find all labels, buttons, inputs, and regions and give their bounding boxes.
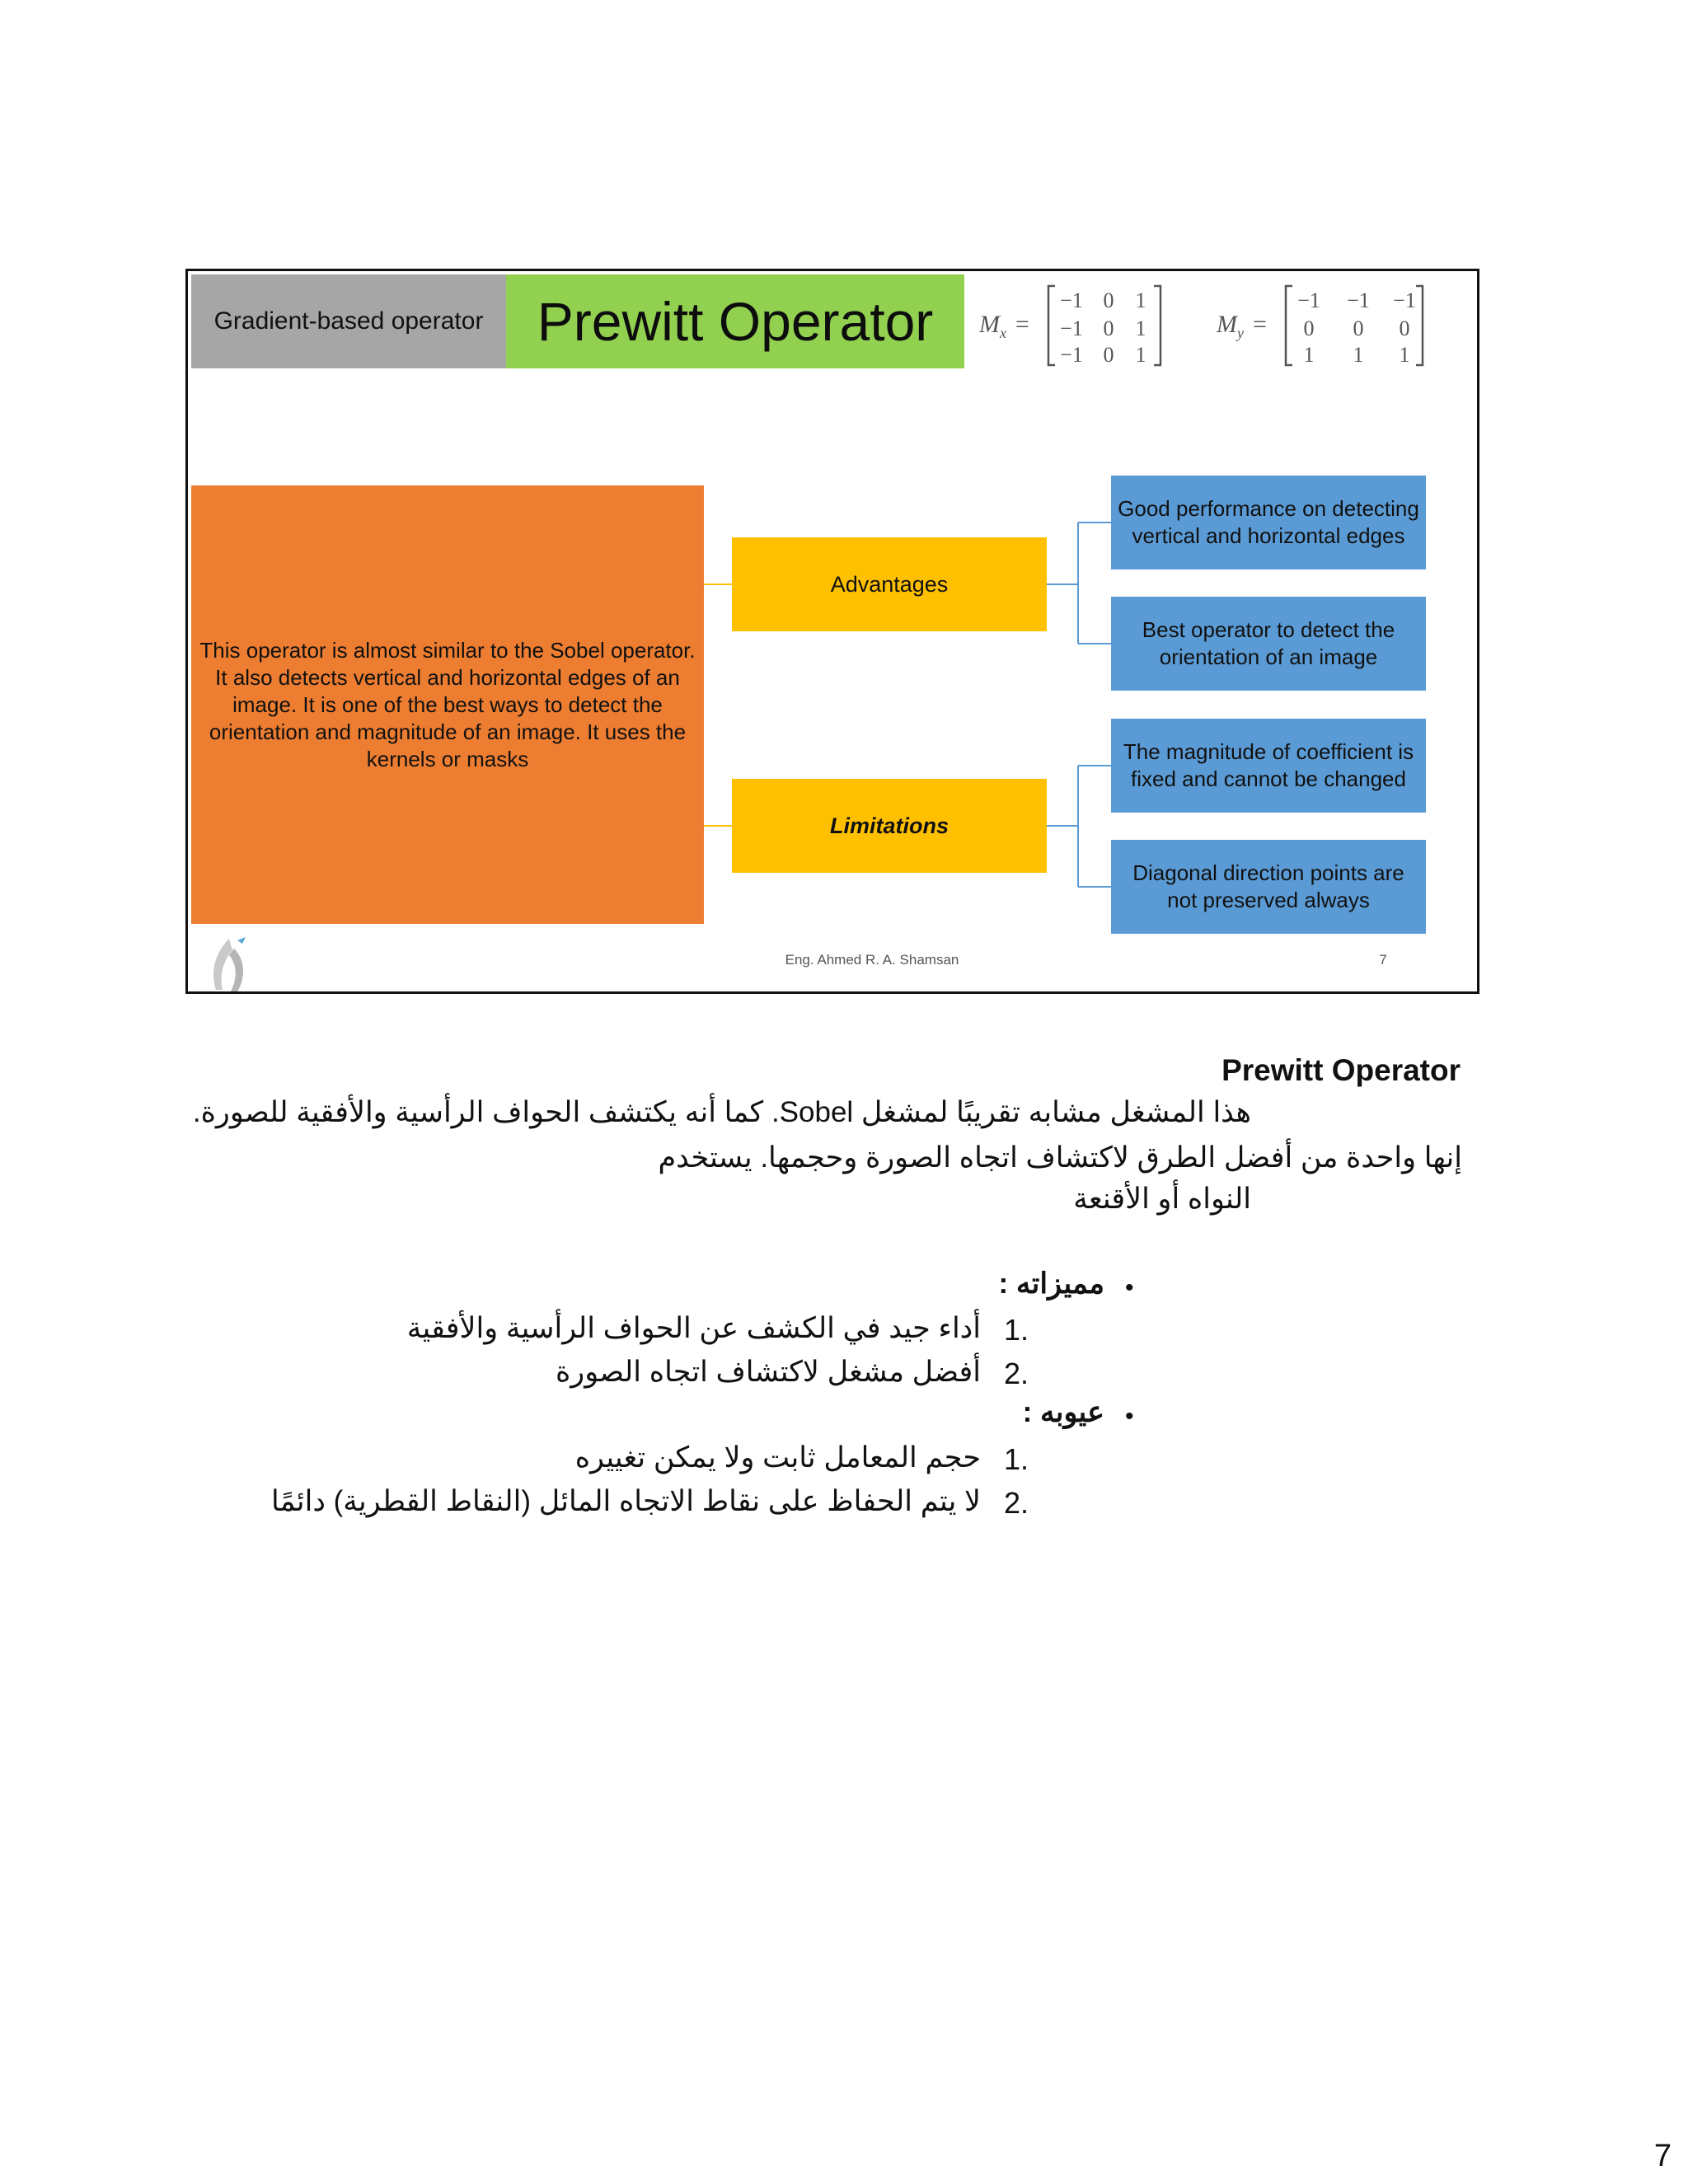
mx-cell: 1 — [1135, 288, 1146, 312]
disadvantages-heading: عيوبه : — [1022, 1396, 1104, 1428]
list-number: 2. — [1004, 1486, 1029, 1520]
logo-icon — [204, 930, 254, 996]
notes-paragraph-line: النواه أو الأقنعة — [1073, 1183, 1251, 1215]
advantage-note: أفضل مشغل لاكتشاف اتجاه الصورة — [555, 1356, 981, 1388]
mx-cell: 0 — [1103, 343, 1114, 367]
page-number: 7 — [1653, 2139, 1672, 2173]
mx-cell: −1 — [1060, 343, 1083, 367]
svg-text:=: = — [1253, 311, 1267, 338]
my-cell: 1 — [1399, 343, 1410, 367]
bullet-icon: • — [1125, 1274, 1134, 1301]
my-cell: 0 — [1303, 316, 1315, 340]
category-tag: Gradient-based operator — [191, 274, 506, 368]
my-cell: 1 — [1353, 343, 1364, 367]
mx-cell: 1 — [1135, 343, 1146, 367]
mx-cell: 0 — [1103, 316, 1114, 340]
mx-cell: 0 — [1103, 288, 1114, 312]
bullet-icon: • — [1125, 1403, 1134, 1430]
notes-heading: Prewitt Operator — [1221, 1053, 1461, 1087]
mx-cell: −1 — [1060, 288, 1083, 312]
my-label: M — [1217, 311, 1237, 338]
list-number: 1. — [1004, 1313, 1029, 1347]
svg-text:=: = — [1015, 311, 1029, 338]
limitation-item: The magnitude of coefficient is fixed and cannot be changed — [1111, 719, 1426, 813]
slide — [185, 269, 1479, 994]
my-cell: −1 — [1297, 288, 1320, 312]
advantages-node: Advantages — [732, 537, 1047, 631]
advantage-item: Best operator to detect the orientation of an image — [1111, 597, 1426, 691]
limitations-node: Limitations — [732, 779, 1047, 873]
mx-label: M — [979, 311, 1000, 338]
my-cell: 1 — [1303, 343, 1315, 367]
footer-author: Eng. Ahmed R. A. Shamsan — [785, 952, 959, 968]
mx-sub: x — [1000, 325, 1006, 341]
list-number: 1. — [1004, 1442, 1029, 1476]
description-box: This operator is almost similar to the Sobel operator. It also detects vertical and horizontal edges of an image. It is one of the best ways to detect the orientation and magnitude of an image. It uses the kernels or masks — [191, 485, 704, 924]
advantages-heading: مميزاته : — [998, 1268, 1104, 1300]
notes-paragraph-line: هذا المشغل مشابه تقريبًا لمشغل Sobel. كما أنه يكتشف الحواف الرأسية والأفقية للصورة. — [192, 1096, 1251, 1128]
my-cell: 0 — [1399, 316, 1410, 340]
advantage-item: Good performance on detecting vertical and horizontal edges — [1111, 476, 1426, 569]
my-sub: y — [1237, 325, 1244, 341]
my-cell: −1 — [1347, 288, 1370, 312]
notes-paragraph-line: إنها واحدة من أفضل الطرق لاكتشاف اتجاه الصورة وحجمها. يستخدم — [658, 1141, 1462, 1174]
list-number: 2. — [1004, 1357, 1029, 1390]
slide-title: Prewitt Operator — [506, 274, 964, 368]
disadvantage-note: لا يتم الحفاظ على نقاط الاتجاه المائل (النقاط القطرية) دائمًا — [270, 1485, 981, 1517]
mx-cell: 1 — [1135, 316, 1146, 340]
advantage-note: أداء جيد في الكشف عن الحواف الرأسية والأفقية — [406, 1312, 981, 1344]
my-cell: −1 — [1393, 288, 1416, 312]
my-cell: 0 — [1353, 316, 1364, 340]
kernel-matrices — [979, 276, 1474, 373]
limitation-item: Diagonal direction points are not preserved always — [1111, 840, 1426, 934]
disadvantage-note: حجم المعامل ثابت ولا يمكن تغييره — [574, 1441, 981, 1474]
footer-slide-number: 7 — [1379, 952, 1387, 968]
mx-cell: −1 — [1060, 316, 1083, 340]
